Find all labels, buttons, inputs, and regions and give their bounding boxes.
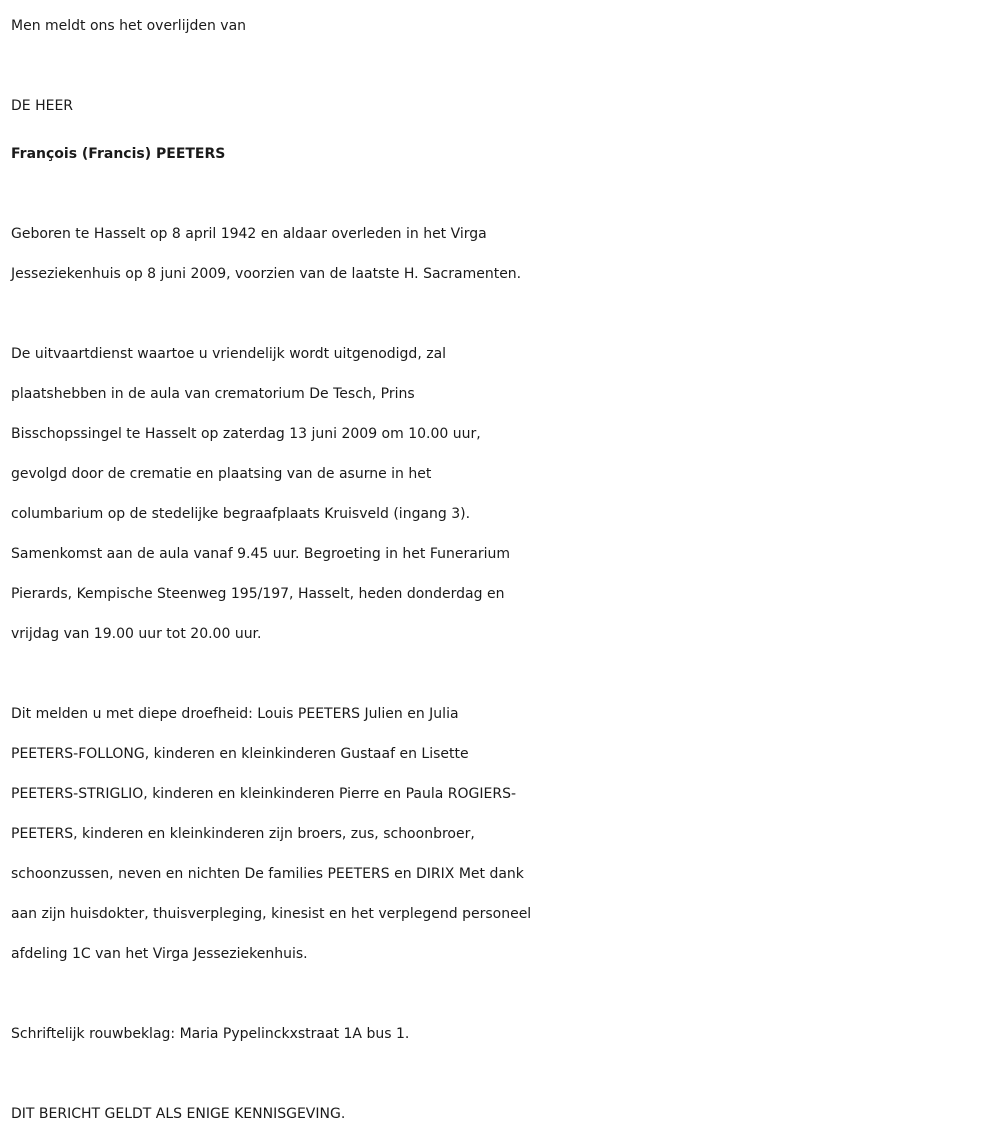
- spacer: [11, 1054, 996, 1094]
- birth-death-paragraph: [11, 214, 996, 294]
- spacer: [11, 294, 996, 334]
- paragraph-line: aan zijn huisdokter, thuisverpleging, kinesist en het verplegend personeel: [11, 906, 532, 922]
- spacer: [11, 174, 996, 214]
- honorific: DE HEER: [11, 98, 74, 114]
- spacer: [11, 974, 996, 1014]
- condolence-address: Schriftelijk rouwbeklag: Maria Pypelinckxstraat 1A bus 1.: [11, 1026, 410, 1042]
- paragraph-line: Dit melden u met diepe droefheid: Louis PEETERS Julien en Julia: [11, 706, 459, 722]
- death-notice: [11, 6, 996, 1134]
- paragraph-line: PEETERS-STRIGLIO, kinderen en kleinkinderen Pierre en Paula ROGIERS-: [11, 786, 517, 802]
- paragraph-line: Jesseziekenhuis op 8 juni 2009, voorzien van de laatste H. Sacramenten.: [11, 266, 522, 282]
- paragraph-line: PEETERS-FOLLONG, kinderen en kleinkinderen Gustaaf en Lisette: [11, 746, 469, 762]
- paragraph-line: Bisschopssingel te Hasselt op zaterdag 13 juni 2009 om 10.00 uur,: [11, 426, 481, 442]
- paragraph-line: columbarium op de stedelijke begraafplaats Kruisveld (ingang 3).: [11, 506, 471, 522]
- spacer: [11, 46, 996, 86]
- paragraph-line: Pierards, Kempische Steenweg 195/197, Hasselt, heden donderdag en: [11, 586, 505, 602]
- paragraph-line: Geboren te Hasselt op 8 april 1942 en aldaar overleden in het Virga: [11, 226, 487, 242]
- paragraph-line: Samenkomst aan de aula vanaf 9.45 uur. Begroeting in het Funerarium: [11, 546, 510, 562]
- paragraph-line: PEETERS, kinderen en kleinkinderen zijn broers, zus, schoonbroer,: [11, 826, 475, 842]
- paragraph-line: De uitvaartdienst waartoe u vriendelijk wordt uitgenodigd, zal: [11, 346, 447, 362]
- funeral-paragraph: [11, 334, 996, 654]
- paragraph-line: afdeling 1C van het Virga Jesseziekenhuis.: [11, 946, 308, 962]
- intro-text: Men meldt ons het overlijden van: [11, 18, 247, 34]
- paragraph-line: vrijdag van 19.00 uur tot 20.00 uur.: [11, 626, 262, 642]
- mourners-paragraph: [11, 694, 996, 974]
- paragraph-line: gevolgd door de crematie en plaatsing van de asurne in het: [11, 466, 432, 482]
- deceased-name: François (Francis) PEETERS: [11, 146, 226, 162]
- spacer: [11, 654, 996, 694]
- paragraph-line: schoonzussen, neven en nichten De families PEETERS en DIRIX Met dank: [11, 866, 524, 882]
- closing-notice: DIT BERICHT GELDT ALS ENIGE KENNISGEVING.: [11, 1106, 346, 1122]
- paragraph-line: plaatshebben in de aula van crematorium De Tesch, Prins: [11, 386, 415, 402]
